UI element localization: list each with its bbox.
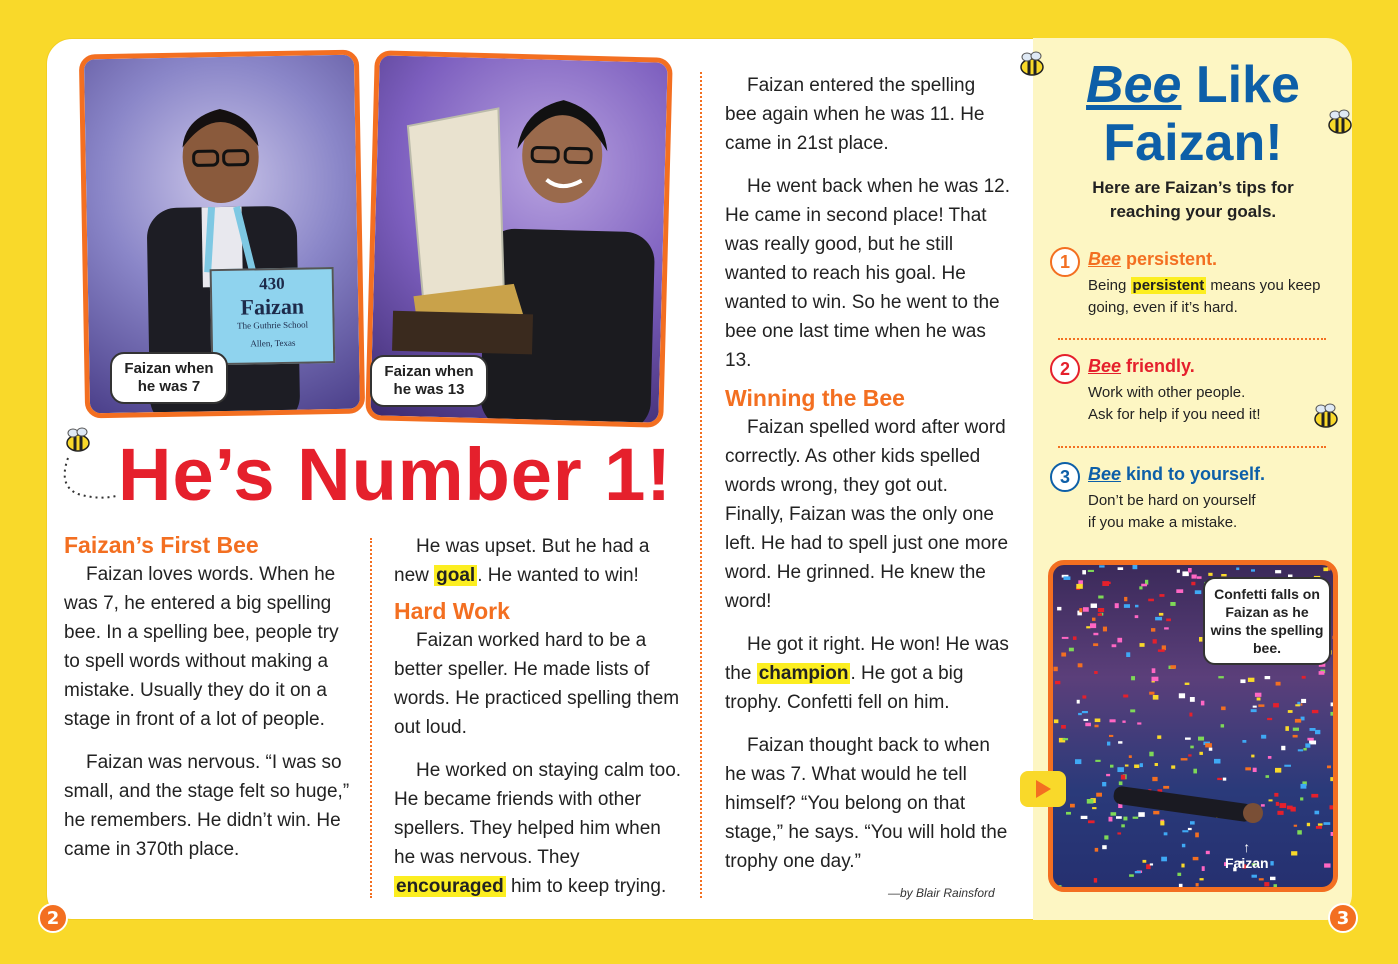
confetti-piece xyxy=(1117,832,1121,834)
confetti-piece xyxy=(1110,719,1116,722)
confetti-piece xyxy=(1110,765,1113,768)
confetti-piece xyxy=(1330,712,1333,716)
confetti-piece xyxy=(1192,575,1197,579)
confetti-piece xyxy=(1131,676,1135,680)
confetti-piece xyxy=(1057,607,1061,611)
bee-icon xyxy=(62,426,94,454)
confetti-piece xyxy=(1199,637,1202,642)
confetti-piece xyxy=(1295,719,1301,723)
sidebar-intro: Here are Faizan’s tips for reaching your goals. xyxy=(1092,178,1294,221)
confetti-piece xyxy=(1079,608,1082,612)
confetti-piece xyxy=(1257,698,1261,701)
confetti-piece xyxy=(1188,828,1192,830)
confetti-piece xyxy=(1090,623,1096,628)
confetti-piece xyxy=(1126,652,1130,657)
play-button[interactable] xyxy=(1020,771,1066,807)
tip-divider xyxy=(1058,446,1326,448)
confetti-piece xyxy=(1082,695,1086,698)
confetti-piece xyxy=(1155,617,1162,620)
confetti-piece xyxy=(1318,823,1323,825)
confetti-piece xyxy=(1201,701,1204,706)
confetti-piece xyxy=(1054,719,1058,723)
confetti-piece xyxy=(1275,768,1281,773)
confetti-piece xyxy=(1070,804,1075,808)
vocab-highlight: champion xyxy=(758,663,849,684)
confetti-piece xyxy=(1281,746,1285,750)
confetti-piece xyxy=(1265,676,1271,679)
confetti-piece xyxy=(1319,671,1325,675)
confetti-piece xyxy=(1092,618,1095,621)
confetti-piece xyxy=(1287,806,1293,810)
tip-divider xyxy=(1058,338,1326,340)
sign-name: Faizan xyxy=(240,293,305,320)
confetti-piece xyxy=(1112,644,1117,647)
confetti-piece xyxy=(1095,719,1101,723)
confetti-piece xyxy=(1135,605,1138,608)
confetti-piece xyxy=(1188,568,1192,572)
confetti-piece xyxy=(1251,755,1254,758)
confetti-piece xyxy=(1273,703,1279,707)
confetti-piece xyxy=(1198,737,1204,741)
confetti-piece xyxy=(1177,873,1181,876)
confetti-piece xyxy=(1139,586,1142,589)
confetti-piece xyxy=(1193,769,1197,774)
confetti-piece xyxy=(1104,835,1108,839)
confetti-piece xyxy=(1121,824,1125,827)
confetti-piece xyxy=(1123,817,1127,821)
tip-body: Being persistent means you keep going, even if it’s hard. xyxy=(1088,277,1321,316)
confetti-piece xyxy=(1058,885,1061,887)
confetti-piece xyxy=(1109,735,1113,737)
confetti-piece xyxy=(1331,832,1333,836)
confetti-piece xyxy=(1277,811,1283,815)
confetti-piece xyxy=(1181,758,1188,760)
confetti-piece xyxy=(1307,823,1310,826)
confetti-piece xyxy=(1179,884,1183,887)
confetti-piece xyxy=(1159,594,1164,597)
confetti-piece xyxy=(1073,636,1077,640)
column-3 xyxy=(725,71,1010,890)
confetti-piece xyxy=(1117,767,1124,772)
confetti-piece xyxy=(1121,775,1126,780)
sidebar-title: Bee Like Faizan! xyxy=(1086,56,1300,172)
confetti-piece xyxy=(1310,728,1316,731)
confetti-piece xyxy=(1093,643,1098,646)
confetti-piece xyxy=(1152,668,1156,673)
confetti-piece xyxy=(1099,565,1104,567)
bee-flight-path xyxy=(58,456,118,506)
confetti-piece xyxy=(1153,695,1159,700)
confetti-piece xyxy=(1189,713,1192,717)
confetti-piece xyxy=(1294,825,1297,827)
confetti-piece xyxy=(1164,832,1168,835)
photo1-caption: Faizan when he was 7 xyxy=(110,352,228,404)
confetti-piece xyxy=(1153,811,1159,814)
confetti-piece xyxy=(1223,778,1226,781)
confetti-piece xyxy=(1182,571,1188,576)
confetti-piece xyxy=(1111,812,1117,815)
confetti-piece xyxy=(1253,768,1257,772)
confetti-piece xyxy=(1200,878,1204,880)
confetti-piece xyxy=(1140,643,1145,647)
confetti-piece xyxy=(1209,748,1212,751)
confetti-piece xyxy=(1190,697,1195,702)
confetti-piece xyxy=(1081,816,1088,819)
confetti-piece xyxy=(1153,639,1157,643)
confetti-piece xyxy=(1135,871,1141,873)
confetti-piece xyxy=(1115,603,1119,608)
confetti-piece xyxy=(1307,738,1313,741)
photo2-caption: Faizan when he was 13 xyxy=(370,355,488,407)
confetti-piece xyxy=(1135,615,1139,618)
confetti-piece xyxy=(1270,861,1273,865)
confetti-piece xyxy=(1267,718,1272,720)
confetti-piece xyxy=(1185,683,1190,685)
confetti-piece xyxy=(1094,671,1097,674)
confetti-piece xyxy=(1208,573,1212,576)
confetti-piece xyxy=(1221,707,1226,711)
confetti-piece xyxy=(1195,590,1202,594)
confetti-piece xyxy=(1076,584,1083,589)
contestant-sign xyxy=(210,267,336,365)
confetti-piece xyxy=(1082,570,1086,574)
photo-confetti xyxy=(1048,560,1338,892)
confetti-piece xyxy=(1177,570,1180,573)
confetti-piece xyxy=(1116,816,1122,819)
confetti-piece xyxy=(1055,681,1060,684)
confetti-piece xyxy=(1251,709,1257,712)
confetti-piece xyxy=(1083,607,1089,612)
confetti-piece xyxy=(1122,721,1125,723)
subhead-hard-work: Hard Work xyxy=(394,598,510,624)
confetti-piece xyxy=(1133,817,1139,819)
arrow-up-icon: ↑ xyxy=(1243,839,1251,855)
confetti-piece xyxy=(1188,754,1191,756)
confetti-piece xyxy=(1106,774,1110,776)
confetti-piece xyxy=(1134,765,1139,768)
confetti-piece xyxy=(1152,777,1157,781)
confetti-piece xyxy=(1218,676,1224,678)
confetti-piece xyxy=(1151,628,1155,632)
title-bee: Bee xyxy=(1086,56,1182,114)
confetti-piece xyxy=(1149,692,1154,695)
confetti-piece xyxy=(1171,765,1175,768)
page-number-right: 3 xyxy=(1328,903,1358,933)
confetti-piece xyxy=(1190,821,1195,824)
confetti-piece xyxy=(1333,636,1334,639)
confetti-piece xyxy=(1061,725,1066,729)
byline: —by Blair Rainsford xyxy=(888,886,995,900)
tip-heading: Bee kind to yourself. xyxy=(1088,464,1266,484)
confetti-piece xyxy=(1293,728,1299,731)
confetti-piece xyxy=(1148,599,1154,602)
confetti-piece xyxy=(1266,775,1270,778)
confetti-piece xyxy=(1088,820,1095,823)
confetti-piece xyxy=(1176,589,1183,593)
tip-number: 1 xyxy=(1050,247,1080,277)
confetti-piece xyxy=(1082,711,1088,713)
confetti-piece xyxy=(1163,786,1169,789)
confetti-piece xyxy=(1303,748,1306,750)
confetti-piece xyxy=(1164,627,1169,629)
confetti-piece xyxy=(1330,777,1333,781)
paragraph: He got it right. He won! He was the champion . He got a big trophy. Confetti fell on him. xyxy=(725,634,1009,713)
confetti-piece xyxy=(1297,830,1302,834)
vocab-highlight: persistent xyxy=(1132,277,1205,294)
confetti-piece xyxy=(1088,570,1094,572)
confetti-piece xyxy=(1075,759,1081,764)
vocab-highlight: goal xyxy=(436,565,476,586)
confetti-piece xyxy=(1129,874,1134,877)
confetti-piece xyxy=(1103,627,1107,632)
bee-icon xyxy=(1016,50,1048,78)
tip-body: Work with other people. Ask for help if you need it! xyxy=(1088,384,1261,423)
confetti-piece xyxy=(1149,752,1153,757)
confetti-piece xyxy=(1300,797,1303,800)
confetti-piece xyxy=(1298,749,1303,751)
tip-body: Don’t be hard on yourself if you make a mistake. xyxy=(1088,492,1256,531)
play-icon xyxy=(1034,779,1052,799)
confetti-piece xyxy=(1107,742,1110,746)
confetti-piece xyxy=(1085,723,1091,727)
confetti-piece xyxy=(1069,648,1074,652)
confetti-piece xyxy=(1129,755,1132,758)
confetti-piece xyxy=(1152,677,1159,681)
confetti-piece xyxy=(1284,765,1291,767)
page-number-left: 2 xyxy=(38,903,68,933)
bee-icon xyxy=(1324,108,1356,136)
confetti-piece xyxy=(1078,663,1083,667)
tip-number: 3 xyxy=(1050,462,1080,492)
confetti-piece xyxy=(1301,699,1306,703)
confetti-piece xyxy=(1104,582,1111,584)
confetti-piece xyxy=(1117,638,1122,643)
confetti-piece xyxy=(1066,812,1071,815)
confetti-piece xyxy=(1330,805,1334,809)
vocab-highlight: encouraged xyxy=(396,876,504,897)
confetti-piece xyxy=(1316,826,1322,829)
confetti-piece xyxy=(1141,584,1147,587)
paragraph: Faizan worked hard to be a better speller. He made lists of words. He practiced spelling them out loud. xyxy=(394,630,680,738)
confetti-piece xyxy=(1190,746,1193,749)
confetti-piece xyxy=(1288,710,1293,713)
faizan-label: ↑ Faizan xyxy=(1225,839,1269,871)
confetti-piece xyxy=(1160,821,1164,826)
confetti-piece xyxy=(1092,807,1096,809)
confetti-piece xyxy=(1170,602,1175,606)
confetti-piece xyxy=(1084,719,1089,721)
confetti-piece xyxy=(1123,695,1128,698)
confetti-piece xyxy=(1258,704,1264,706)
sign-number: 430 xyxy=(258,273,285,294)
confetti-piece xyxy=(1275,570,1281,573)
subhead-winning: Winning the Bee xyxy=(725,385,905,411)
confetti-piece xyxy=(1264,882,1269,886)
confetti-piece xyxy=(1291,851,1297,855)
confetti-piece xyxy=(1063,738,1068,740)
confetti-piece xyxy=(1098,596,1103,599)
confetti-piece xyxy=(1252,875,1257,878)
tip-number: 2 xyxy=(1050,354,1080,384)
confetti-piece xyxy=(1217,778,1222,780)
confetti-piece xyxy=(1159,613,1163,616)
confetti-piece xyxy=(1096,793,1102,797)
confetti-piece xyxy=(1078,713,1082,715)
confetti-piece xyxy=(1150,863,1153,865)
confetti-piece xyxy=(1078,580,1083,584)
tip-2 xyxy=(1050,354,1340,434)
paragraph: He went back when he was 12. He came in second place! That was really good, but he still wanted to reach his goal. He wanted to win. So he went to the bee one last time when he was 13. xyxy=(725,176,1010,371)
confetti-piece xyxy=(1331,703,1333,707)
confetti-piece xyxy=(1197,576,1202,579)
confetti-piece xyxy=(1155,763,1158,766)
confetti-piece xyxy=(1324,822,1331,825)
paragraph: Faizan spelled word after word correctly. As other kids spelled words wrong, they got out. Finally, Faizan was the only one left. He had to spell just one more word. He grinned. He knew the word! xyxy=(725,417,1009,612)
paragraph: He worked on staying calm too. He became friends with other spellers. They helped him when he was nervous. They encouraged him to keep trying. xyxy=(394,760,682,897)
column-2 xyxy=(394,532,684,915)
confetti-piece xyxy=(1179,693,1185,698)
confetti-piece xyxy=(1166,619,1171,622)
confetti-piece xyxy=(1301,717,1305,721)
confetti-caption: Confetti falls on Faizan as he wins the spelling bee. xyxy=(1203,577,1331,665)
confetti-piece xyxy=(1102,782,1106,786)
confetti-piece xyxy=(1077,700,1080,704)
confetti-piece xyxy=(1245,767,1251,770)
paragraph: Faizan was nervous. “I was so small, and the stage felt so huge,” he remembers. He didn’t win. He came in 370th place. xyxy=(64,752,350,860)
confetti-piece xyxy=(1274,793,1278,797)
confetti-piece xyxy=(1295,704,1300,706)
confetti-piece xyxy=(1095,848,1098,852)
confetti-piece xyxy=(1261,804,1265,806)
confetti-piece xyxy=(1157,735,1161,738)
confetti-piece xyxy=(1285,726,1289,731)
column-divider xyxy=(700,72,702,898)
confetti-piece xyxy=(1064,576,1071,580)
confetti-piece xyxy=(1170,665,1176,669)
confetti-piece xyxy=(1061,653,1066,657)
headline: He’s Number 1! xyxy=(118,433,673,516)
confetti-piece xyxy=(1221,724,1224,727)
column-divider xyxy=(370,538,372,898)
confetti-piece xyxy=(1182,844,1185,847)
confetti-piece xyxy=(1196,883,1199,886)
confetti-piece xyxy=(1268,756,1272,759)
sign-school: The Guthrie School xyxy=(237,319,309,331)
subhead-first-bee: Faizan’s First Bee xyxy=(64,532,259,558)
confetti-piece xyxy=(1261,735,1266,739)
confetti-piece xyxy=(1202,866,1205,871)
confetti-piece xyxy=(1118,741,1122,743)
confetti-piece xyxy=(1109,817,1113,822)
tip-3 xyxy=(1050,462,1340,542)
confetti-piece xyxy=(1185,738,1191,740)
confetti-piece xyxy=(1181,864,1184,868)
sign-city: Allen, Texas xyxy=(250,337,296,349)
tip-1 xyxy=(1050,247,1340,327)
confetti-piece xyxy=(1094,878,1097,882)
tip-heading: Bee friendly. xyxy=(1088,356,1195,376)
confetti-piece xyxy=(1276,682,1281,686)
confetti-piece xyxy=(1087,799,1094,804)
confetti-piece xyxy=(1095,760,1100,762)
confetti-piece xyxy=(1242,740,1246,743)
confetti-piece xyxy=(1182,830,1188,832)
confetti-piece xyxy=(1195,833,1199,838)
paragraph: Faizan entered the spelling bee again when he was 11. He came in 21st place. xyxy=(725,75,985,154)
confetti-piece xyxy=(1140,763,1143,767)
confetti-piece xyxy=(1137,722,1141,724)
confetti-piece xyxy=(1125,765,1129,767)
column-1 xyxy=(64,530,354,878)
confetti-piece xyxy=(1093,633,1098,635)
confetti-piece xyxy=(1130,709,1135,712)
confetti-piece xyxy=(1138,812,1144,817)
confetti-piece xyxy=(1124,604,1130,608)
confetti-piece xyxy=(1193,857,1199,860)
confetti-piece xyxy=(1293,735,1298,738)
confetti-piece xyxy=(1133,565,1138,569)
confetti-piece xyxy=(1098,613,1102,616)
confetti-piece xyxy=(1248,678,1255,682)
paragraph: Faizan thought back to when he was 7. What would he tell himself? “You belong on that stage,” he says. “You will hold the trophy one day.” xyxy=(725,735,1008,872)
confetti-piece xyxy=(1311,794,1318,798)
confetti-piece xyxy=(1102,845,1106,849)
confetti-piece xyxy=(1259,878,1264,880)
confetti-piece xyxy=(1158,649,1165,651)
confetti-piece xyxy=(1124,597,1127,601)
confetti-piece xyxy=(1324,863,1330,867)
confetti-piece xyxy=(1302,676,1306,679)
paragraph: He was upset. But he had a new goal . He wanted to win! xyxy=(394,536,650,586)
confetti-piece xyxy=(1255,693,1261,697)
confetti-piece xyxy=(1276,802,1279,806)
confetti-piece xyxy=(1270,877,1275,880)
confetti-piece xyxy=(1315,811,1320,815)
confetti-piece xyxy=(1251,569,1255,571)
confetti-piece xyxy=(1305,743,1310,747)
confetti-piece xyxy=(1062,637,1069,639)
confetti-piece xyxy=(1323,568,1328,572)
confetti-piece xyxy=(1280,803,1287,808)
confetti-piece xyxy=(1091,604,1097,608)
paragraph: Faizan loves words. When he was 7, he entered a big spelling bee. In a spelling bee, people try to spell words without making a mistake. Usually they do it on a stage in front of a lot of people. xyxy=(64,564,339,730)
confetti-piece xyxy=(1098,608,1104,612)
confetti-piece xyxy=(1315,730,1320,734)
confetti-piece xyxy=(1274,884,1277,887)
confetti-piece xyxy=(1236,568,1239,571)
confetti-piece xyxy=(1206,851,1210,854)
confetti-piece xyxy=(1327,766,1331,769)
confetti-piece xyxy=(1086,626,1090,628)
confetti-piece xyxy=(1301,784,1307,789)
confetti-piece xyxy=(1161,857,1167,862)
tip-heading: Bee persistent. xyxy=(1088,249,1218,269)
confetti-piece xyxy=(1240,679,1245,683)
confetti-piece xyxy=(1214,759,1220,764)
confetti-piece xyxy=(1312,710,1318,713)
confetti-piece xyxy=(1269,799,1273,801)
confetti-piece xyxy=(1118,567,1124,570)
confetti-piece xyxy=(1205,743,1212,747)
confetti-piece xyxy=(1253,706,1257,708)
confetti-piece xyxy=(1095,725,1099,728)
confetti-piece xyxy=(1054,667,1058,671)
confetti-piece xyxy=(1191,582,1195,585)
confetti-piece xyxy=(1119,781,1123,785)
confetti-piece xyxy=(1199,752,1203,755)
confetti-piece xyxy=(1143,860,1147,863)
